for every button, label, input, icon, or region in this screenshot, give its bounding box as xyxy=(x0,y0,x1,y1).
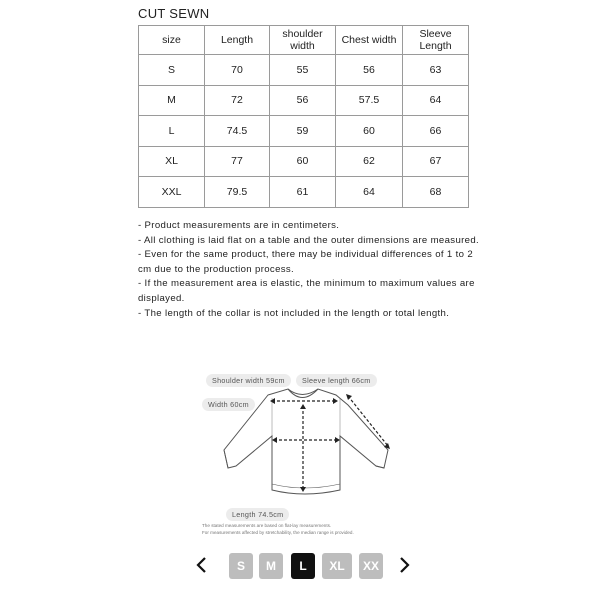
table-cell: 64 xyxy=(336,177,403,208)
size-button-m[interactable]: M xyxy=(259,553,283,579)
header-sleeve-length: Sleeve Length xyxy=(403,26,469,55)
table-cell: 79.5 xyxy=(205,177,270,208)
shoulder-width-label: Shoulder width 59cm xyxy=(206,374,291,387)
table-cell: 64 xyxy=(403,85,469,116)
table-cell: 68 xyxy=(403,177,469,208)
note-line: - Product measurements are in centimeters. xyxy=(138,220,340,231)
table-row xyxy=(139,85,469,116)
table-cell: S xyxy=(139,55,205,86)
table-cell: 57.5 xyxy=(336,85,403,116)
table-cell: 77 xyxy=(205,146,270,177)
header-length: Length xyxy=(205,26,270,55)
table-cell: 56 xyxy=(270,85,336,116)
table-row xyxy=(139,116,469,147)
table-cell: L xyxy=(139,116,205,147)
measurement-notes xyxy=(138,219,480,321)
table-cell: 66 xyxy=(403,116,469,147)
sleeve-length-label: Sleeve length 66cm xyxy=(296,374,377,387)
size-chart-table xyxy=(138,25,469,208)
table-cell: 61 xyxy=(270,177,336,208)
table-cell: 55 xyxy=(270,55,336,86)
header-chest-width: Chest width xyxy=(336,26,403,55)
table-cell: XXL xyxy=(139,177,205,208)
table-cell: 70 xyxy=(205,55,270,86)
header-size: size xyxy=(139,26,205,55)
note-line: - Even for the same product, there may be individual differences of 1 to 2 xyxy=(138,249,474,261)
size-button-xl[interactable]: XL xyxy=(322,553,352,579)
table-cell: 74.5 xyxy=(205,116,270,147)
size-button-xxl[interactable]: XX xyxy=(359,553,383,579)
size-selector xyxy=(193,551,413,581)
table-cell: 72 xyxy=(205,85,270,116)
note-line: - If the measurement area is elastic, the minimum to maximum values are xyxy=(138,278,475,290)
fine-print: The stated measurements are based on flat-lay measurements. xyxy=(202,523,332,528)
table-row xyxy=(139,55,469,86)
note-line: - The length of the collar is not included in the length or total length. xyxy=(138,307,450,319)
chevron-left-icon[interactable] xyxy=(193,553,211,577)
fine-print: For measurements affected by stretchability, the median range is provided. xyxy=(202,530,354,535)
page-title: CUT SEWN xyxy=(138,6,210,21)
garment-measurement-diagram xyxy=(198,368,408,543)
size-button-l[interactable]: L xyxy=(291,553,315,579)
note-line: cm due to the production process. xyxy=(138,263,295,275)
table-cell: 62 xyxy=(336,146,403,177)
table-cell: 59 xyxy=(270,116,336,147)
table-cell: 60 xyxy=(336,116,403,147)
header-shoulder-width: shoulder width xyxy=(270,26,336,55)
table-row xyxy=(139,146,469,177)
table-cell: M xyxy=(139,85,205,116)
table-header-row xyxy=(139,26,469,55)
table-cell: 56 xyxy=(336,55,403,86)
table-row xyxy=(139,177,469,208)
chevron-right-icon[interactable] xyxy=(395,553,413,577)
note-line: - All clothing is laid flat on a table and the outer dimensions are measured. xyxy=(138,234,480,246)
table-cell: 63 xyxy=(403,55,469,86)
length-label: Length 74.5cm xyxy=(226,508,289,521)
table-cell: XL xyxy=(139,146,205,177)
table-cell: 67 xyxy=(403,146,469,177)
table-cell: 60 xyxy=(270,146,336,177)
width-label: Width 60cm xyxy=(202,398,255,411)
size-button-s[interactable]: S xyxy=(229,553,253,579)
note-line: displayed. xyxy=(138,292,185,304)
